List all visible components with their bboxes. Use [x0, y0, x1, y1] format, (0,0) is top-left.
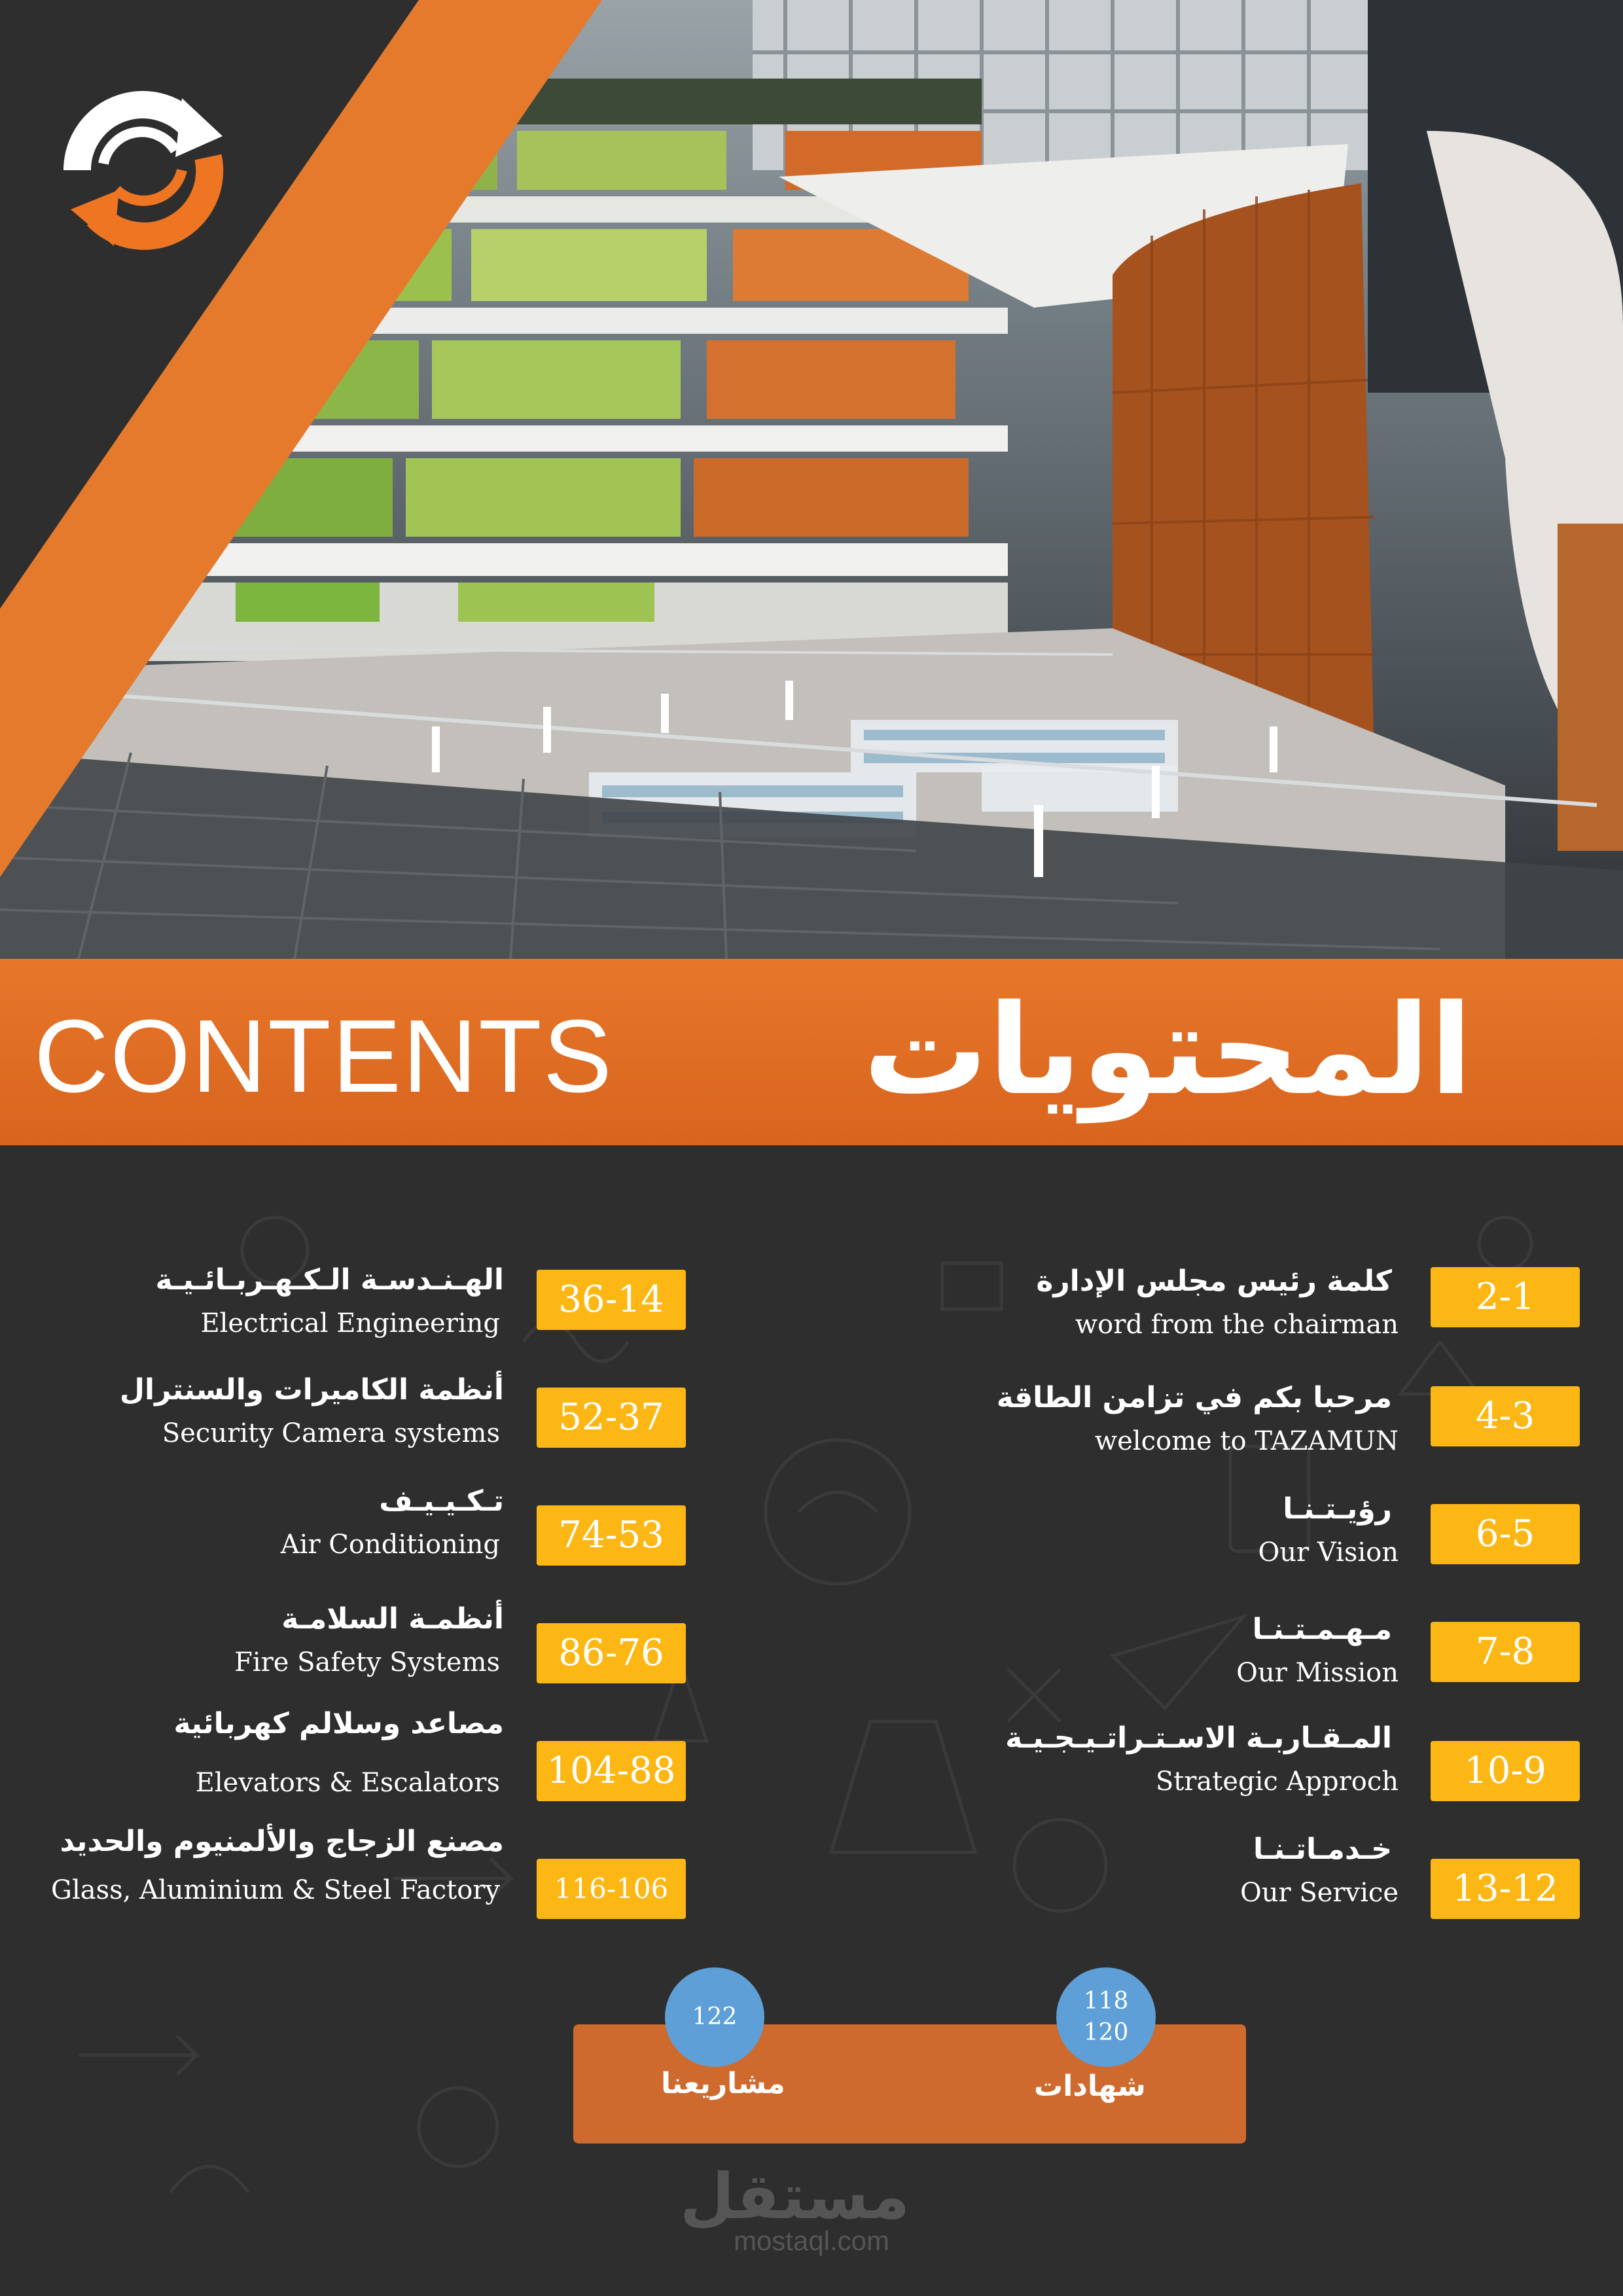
- toc-entry-cameras[interactable]: [0, 1374, 504, 1473]
- atrium-illustration: [0, 0, 1623, 959]
- toc-title-ar: مصنع الزجاج والألمنيوم والحديد: [60, 1825, 504, 1858]
- page-badge[interactable]: 10-9: [1431, 1741, 1580, 1801]
- toc-title-ar: المـقـاربـة الاسـتـراتـيـجـيـة: [1005, 1721, 1392, 1755]
- toc-title-ar: مـهـمـتـنـا: [1252, 1613, 1392, 1646]
- toc-title-ar: رؤيـتـنـا: [1283, 1492, 1392, 1526]
- page-badge[interactable]: 7-8: [1431, 1622, 1580, 1682]
- toc-title-en: Our Vision: [1258, 1537, 1399, 1568]
- toc-title-en: Air Conditioning: [280, 1530, 500, 1560]
- certificates-page-2: 120: [1083, 2019, 1129, 2046]
- toc-title-ar: مرحبا بكم في تزامن الطاقة: [996, 1381, 1392, 1414]
- toc-title-ar: الهـنـدسـة الـكـهـربـائـيـة: [155, 1263, 504, 1297]
- toc-title-en: Glass, Aluminium & Steel Factory: [50, 1875, 500, 1905]
- toc-title-en: Our Service: [1240, 1878, 1399, 1908]
- toc-title-en: word from the chairman: [1075, 1310, 1399, 1340]
- certificates-page-1: 118: [1083, 1988, 1129, 2015]
- logo-arrows-icon: [51, 72, 234, 255]
- toc-entry-ac[interactable]: [0, 1486, 504, 1584]
- page-badge[interactable]: 104-88: [537, 1741, 686, 1801]
- certificates-page-circle[interactable]: [1056, 1967, 1156, 2067]
- title-arabic: المحتويات: [863, 978, 1472, 1122]
- toc-entry-mission[interactable]: [679, 1614, 1399, 1712]
- page-badge[interactable]: 4-3: [1431, 1386, 1580, 1446]
- toc-entry-chairman[interactable]: [679, 1266, 1399, 1364]
- toc-title-en: Fire Safety Systems: [234, 1647, 500, 1677]
- toc-title-en: Electrical Engineering: [200, 1308, 500, 1338]
- toc-entry-services[interactable]: [679, 1834, 1399, 1932]
- toc-title-en: Security Camera systems: [162, 1418, 500, 1448]
- toc-title-ar: أنظمة الكاميرات والسنترال: [119, 1373, 504, 1407]
- projects-label[interactable]: مشاريعنا: [661, 2067, 785, 2100]
- projects-page-circle[interactable]: [665, 1967, 764, 2067]
- toc-title-en: Elevators & Escalators: [195, 1768, 500, 1798]
- page-badge[interactable]: 2-1: [1431, 1267, 1580, 1327]
- toc-entry-elevators[interactable]: [0, 1708, 504, 1806]
- page-badge[interactable]: 13-12: [1431, 1859, 1580, 1919]
- page-badge[interactable]: 6-5: [1431, 1504, 1580, 1564]
- page-badge[interactable]: 74-53: [537, 1505, 686, 1566]
- toc-title-en: welcome to TAZAMUN: [1094, 1426, 1399, 1456]
- watermark-url: mostaql.com: [733, 2225, 890, 2256]
- title-english: CONTENTS: [34, 999, 613, 1114]
- toc-title-ar: تـكـيـيـف: [379, 1484, 504, 1518]
- toc-title-ar: مصاعد وسلالم كهربائية: [173, 1707, 504, 1740]
- projects-page-number: 122: [692, 2003, 738, 2030]
- toc-entry-fire-safety[interactable]: [0, 1604, 504, 1702]
- toc-title-ar: كلمة رئيس مجلس الإدارة: [1036, 1265, 1392, 1298]
- page-badge[interactable]: 86-76: [537, 1623, 686, 1683]
- hero-photo: [0, 0, 1623, 959]
- page-badge[interactable]: 36-14: [537, 1270, 686, 1330]
- toc-entry-welcome[interactable]: [679, 1382, 1399, 1480]
- toc-entry-strategy[interactable]: [679, 1723, 1399, 1821]
- watermark-arabic: مستقل: [679, 2160, 910, 2233]
- toc-entry-glass-factory[interactable]: [0, 1826, 504, 1924]
- toc-title-ar: خـدمـاتـنـا: [1253, 1833, 1392, 1866]
- page-badge[interactable]: 52-37: [537, 1388, 686, 1448]
- toc-entry-electrical[interactable]: [0, 1265, 504, 1363]
- toc-title-ar: أنظمـة السلامـة: [281, 1602, 504, 1636]
- page-badge[interactable]: 116-106: [537, 1859, 686, 1919]
- toc-entry-vision[interactable]: [679, 1494, 1399, 1592]
- certificates-label[interactable]: شهادات: [1034, 2070, 1146, 2103]
- toc-title-en: Strategic Approch: [1155, 1767, 1399, 1797]
- toc-title-en: Our Mission: [1236, 1658, 1399, 1688]
